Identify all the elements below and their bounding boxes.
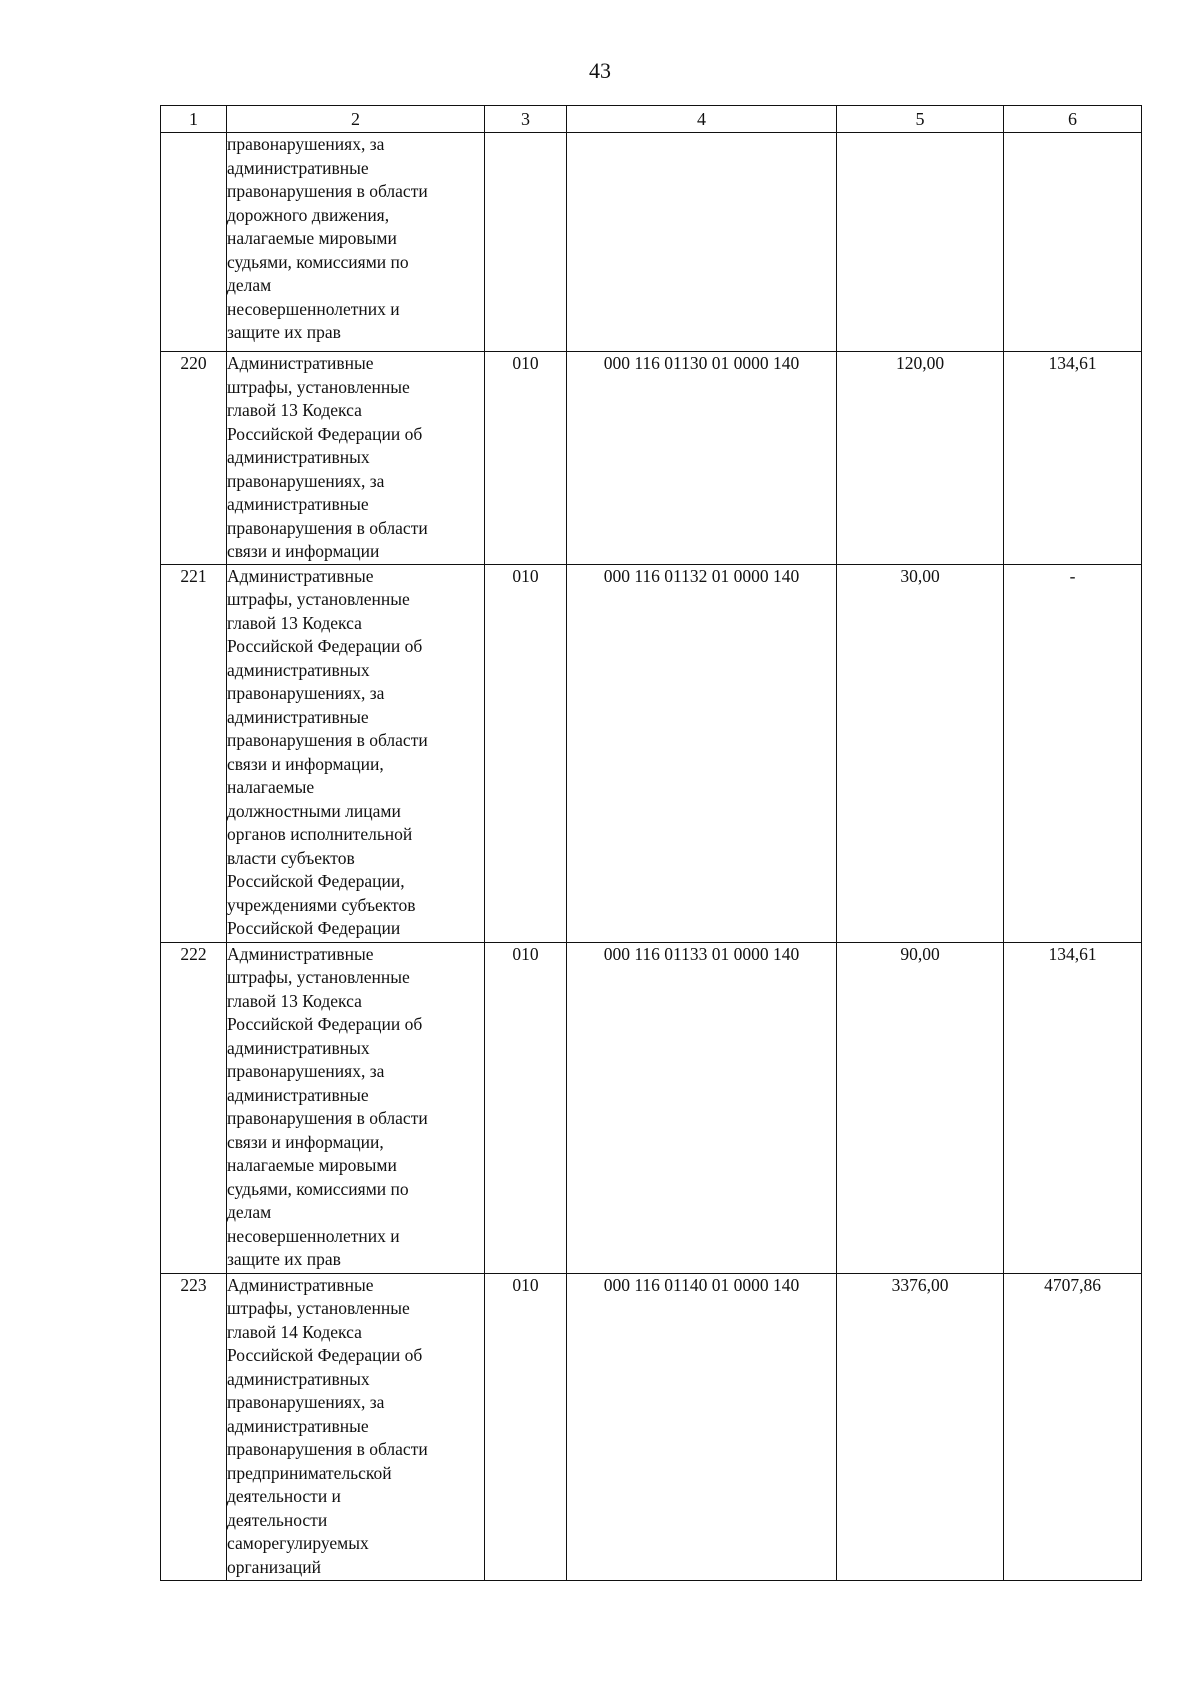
column-header: 6 [1004,106,1142,133]
row-code: 010 [485,352,567,565]
row-description: Административные штрафы, установленные главой 14 Кодекса Российской Федерации об административных правонарушениях, за административные правонарушения в области предпринимательской деятельности и деятельности саморегулируемых организаций [227,1273,485,1580]
row-number [161,133,227,352]
row-amount-1: 90,00 [837,942,1004,1273]
revenue-table [160,105,1142,1581]
row-amount-1 [837,133,1004,352]
column-header: 3 [485,106,567,133]
table-row [161,352,1142,565]
row-description: правонарушениях, за административные правонарушения в области дорожного движения, налагаемые мировыми судьями, комиссиями по делам несовершеннолетних и защите их прав [227,133,485,352]
row-number: 221 [161,564,227,942]
row-number: 220 [161,352,227,565]
row-amount-1: 120,00 [837,352,1004,565]
row-code: 010 [485,1273,567,1580]
table-row [161,564,1142,942]
row-kbk [567,133,837,352]
row-description: Административные штрафы, установленные главой 13 Кодекса Российской Федерации об административных правонарушениях, за административные правонарушения в области связи и информации, налагаемые мировыми судьями, комиссиями по делам несовершеннолетних и защите их прав [227,942,485,1273]
row-code: 010 [485,942,567,1273]
row-description: Административные штрафы, установленные главой 13 Кодекса Российской Федерации об административных правонарушениях, за административные правонарушения в области связи и информации [227,352,485,565]
row-amount-1: 30,00 [837,564,1004,942]
column-header: 4 [567,106,837,133]
page-number: 43 [589,58,611,83]
row-amount-2 [1004,133,1142,352]
table-row [161,942,1142,1273]
row-code [485,133,567,352]
table-header-row [161,106,1142,133]
row-number: 223 [161,1273,227,1580]
row-amount-2: 4707,86 [1004,1273,1142,1580]
column-header: 1 [161,106,227,133]
row-kbk: 000 116 01130 01 0000 140 [567,352,837,565]
row-kbk: 000 116 01133 01 0000 140 [567,942,837,1273]
row-amount-2: - [1004,564,1142,942]
row-amount-1: 3376,00 [837,1273,1004,1580]
column-header: 2 [227,106,485,133]
row-kbk: 000 116 01140 01 0000 140 [567,1273,837,1580]
table-row [161,1273,1142,1580]
row-description: Административные штрафы, установленные главой 13 Кодекса Российской Федерации об административных правонарушениях, за административные правонарушения в области связи и информации, налагаемые должностными лицами органов исполнительной власти субъектов Российской Федерации, учреждениями субъектов Российской Федерации [227,564,485,942]
row-code: 010 [485,564,567,942]
row-number: 222 [161,942,227,1273]
column-header: 5 [837,106,1004,133]
row-amount-2: 134,61 [1004,942,1142,1273]
row-kbk: 000 116 01132 01 0000 140 [567,564,837,942]
table-row [161,133,1142,352]
row-amount-2: 134,61 [1004,352,1142,565]
